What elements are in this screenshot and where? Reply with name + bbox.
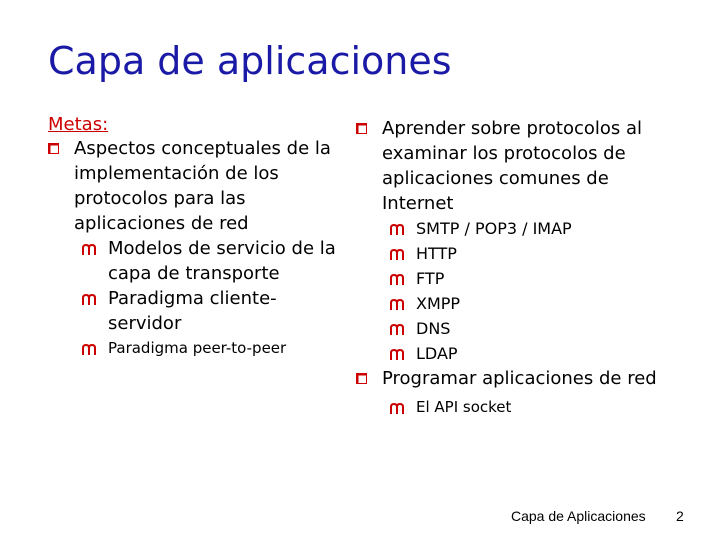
footer-label: Capa de Aplicaciones — [511, 508, 646, 524]
m-glyph-icon — [390, 224, 404, 235]
sub-bullet-text: XMPP — [416, 294, 461, 313]
sub-bullet-xmpp — [356, 291, 676, 316]
sub-bullet-smtp — [356, 216, 676, 241]
sub-bullet-ldap — [356, 341, 676, 366]
bullet-text: Aprender sobre protocolos al examinar los protocolos de aplicaciones comunes de Internet — [382, 118, 643, 214]
m-glyph-icon — [390, 324, 404, 335]
sub-bullet-text: Paradigma peer-to-peer — [108, 339, 287, 357]
slide-title: Capa de aplicaciones — [48, 39, 452, 83]
left-column — [48, 114, 338, 361]
checkbox-square-icon — [48, 143, 59, 154]
m-glyph-icon — [390, 249, 404, 260]
m-glyph-icon — [82, 244, 96, 255]
sub-bullet-text: SMTP / POP3 / IMAP — [416, 219, 572, 238]
sub-bullet-dns — [356, 316, 676, 341]
checkbox-square-icon — [356, 373, 367, 384]
sub-bullet-text: Modelos de servicio de la capa de transporte — [108, 238, 336, 284]
bullet-program-network-apps — [356, 366, 676, 391]
sub-bullet-ftp — [356, 266, 676, 291]
m-glyph-icon — [390, 299, 404, 310]
goals-label: Metas: — [48, 114, 109, 135]
sub-bullet-socket-api — [356, 395, 676, 420]
sub-bullet-service-models — [48, 236, 338, 286]
sub-bullet-client-server — [48, 286, 338, 336]
sub-bullet-text: DNS — [416, 319, 451, 338]
bullet-text: Programar aplicaciones de red — [382, 368, 657, 389]
right-column — [356, 116, 676, 420]
sub-bullet-http — [356, 241, 676, 266]
page-number: 2 — [676, 508, 684, 524]
m-glyph-icon — [82, 294, 96, 305]
sub-bullet-peer-to-peer — [48, 336, 338, 361]
m-glyph-icon — [390, 349, 404, 360]
bullet-learn-protocols — [356, 116, 676, 216]
sub-bullet-text: El API socket — [416, 398, 512, 416]
m-glyph-icon — [82, 344, 96, 355]
sub-bullet-text: Paradigma cliente-servidor — [108, 288, 277, 334]
sub-bullet-text: HTTP — [416, 244, 457, 263]
m-glyph-icon — [390, 274, 404, 285]
m-glyph-icon — [390, 403, 404, 414]
sub-bullet-text: LDAP — [416, 344, 458, 363]
sub-bullet-text: FTP — [416, 269, 445, 288]
bullet-conceptual-aspects — [48, 136, 338, 236]
checkbox-square-icon — [356, 123, 367, 134]
bullet-text: Aspectos conceptuales de la implementación de los protocolos para las aplicaciones de red — [74, 138, 331, 234]
